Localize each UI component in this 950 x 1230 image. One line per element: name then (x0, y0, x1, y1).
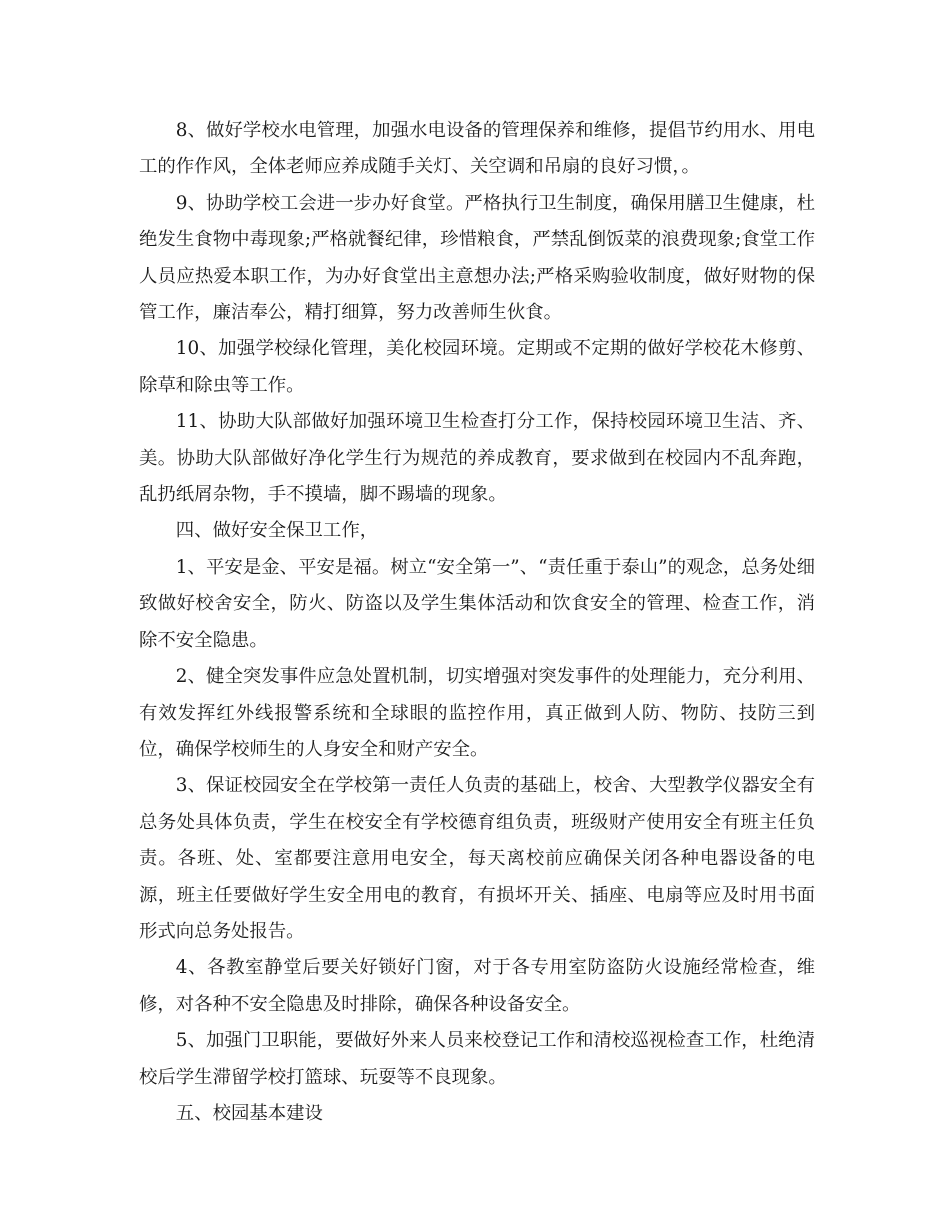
paragraph-security-1: 1、平安是金、平安是福。树立“安全第一”、“责任重于泰山”的观念，总务处细致做好校舍安全，防火、防盗以及学生集体活动和饮食安全的管理、检查工作，消除不安全隐患。 (139, 556, 815, 651)
paragraph-item-8: 8、做好学校水电管理，加强水电设备的管理保养和维修，提倡节约用水、用电工的作作风，全体老师应养成随手关灯、关空调和吊扇的良好习惯，。 (139, 120, 815, 178)
paragraph-item-11: 11、协助大队部做好加强环境卫生检查打分工作，保持校园环境卫生洁、齐、美。协助大队部做好净化学生行为规范的养成教育，要求做到在校园内不乱奔跑，乱扔纸屑杂物，手不摸墙，脚不踢墙的现象。 (139, 411, 815, 506)
paragraph-security-4: 4、各教室静堂后要关好锁好门窗，对于各专用室防盗防火设施经常检查，维修，对各种不安全隐患及时排除，确保各种设备安全。 (139, 957, 815, 1015)
paragraph-security-2: 2、健全突发事件应急处置机制，切实增强对突发事件的处理能力，充分利用、有效发挥红外线报警系统和全球眼的监控作用，真正做到人防、物防、技防三到位，确保学校师生的人身安全和财产安全。 (139, 666, 815, 760)
paragraph-security-3: 3、保证校园安全在学校第一责任人负责的基础上，校舍、大型教学仪器安全有总务处具体负责，学生在校安全有学校德育组负责，班级财产使用安全有班主任负责。各班、处、室都要注意用电安全，每天离校前应确保关闭各种电器设备的电源，班主任要做好学生安全用电的教育，有损坏开关、插座、电扇等应及时用书面形式向总务处报告。 (139, 775, 815, 942)
paragraph-security-5: 5、加强门卫职能，要做好外来人员来校登记工作和清校巡视检查工作，杜绝清校后学生滞留学校打篮球、玩耍等不良现象。 (139, 1030, 815, 1088)
document-body (139, 113, 815, 1132)
section-heading-security: 四、做好安全保卫工作， (175, 520, 379, 542)
paragraph-item-9: 9、协助学校工会进一步办好食堂。严格执行卫生制度，确保用膳卫生健康，杜绝发生食物中毒现象;严格就餐纪律，珍惜粮食，严禁乱倒饭菜的浪费现象;食堂工作人员应热爱本职工作，为办好食堂出主意想办法;严格采购验收制度，做好财物的保管工作，廉洁奉公，精打细算，努力改善师生伙食。 (139, 192, 815, 324)
section-heading-construction: 五、校园基本建设 (175, 1102, 323, 1124)
paragraph-item-10: 10、加强学校绿化管理，美化校园环境。定期或不定期的做好学校花木修剪、除草和除虫等工作。 (139, 338, 815, 396)
